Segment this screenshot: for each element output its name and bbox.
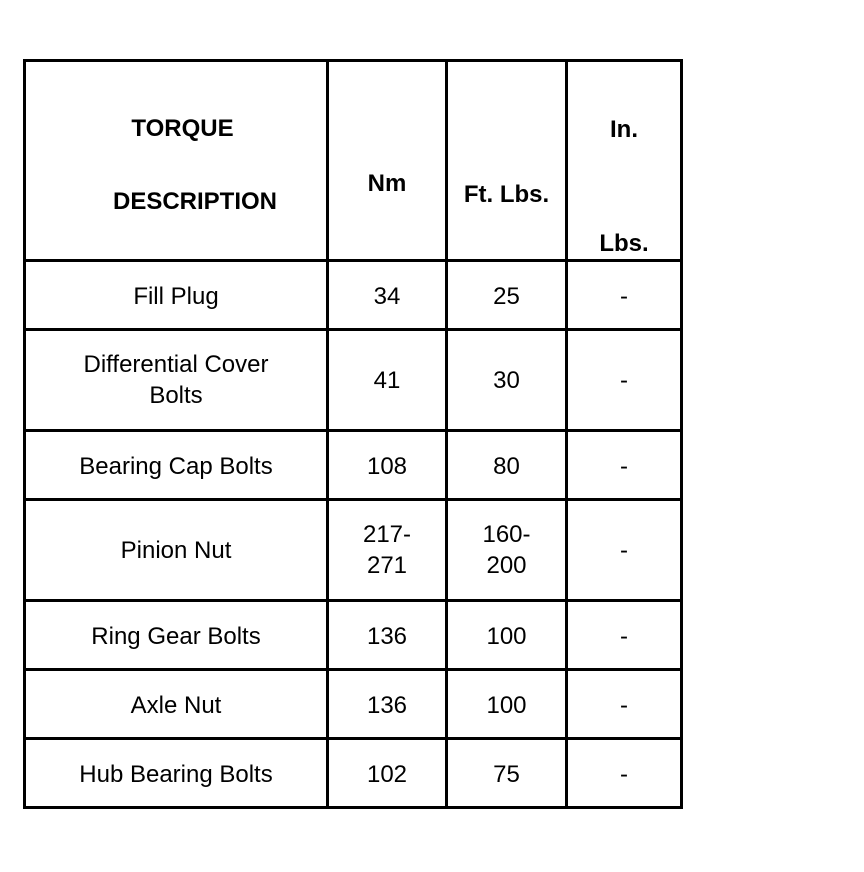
header-nm-label: Nm — [367, 170, 407, 197]
description-cell: Ring Gear Bolts — [25, 601, 328, 670]
in-lbs-cell: - — [567, 330, 682, 431]
table-row — [25, 670, 682, 739]
header-ft-lbs-label: Ft. Lbs. — [463, 181, 550, 208]
ft-lbs-cell: 75 — [447, 739, 567, 808]
description-cell: Axle Nut — [25, 670, 328, 739]
in-lbs-cell: - — [567, 261, 682, 330]
description-cell: Pinion Nut — [25, 500, 328, 601]
header-description-label: DESCRIPTION — [112, 187, 277, 215]
nm-cell: 217- 271 — [328, 500, 447, 601]
ft-lbs-cell: 80 — [447, 431, 567, 500]
table-row — [25, 500, 682, 601]
table-header-row — [25, 61, 682, 261]
table-row — [25, 261, 682, 330]
ft-lbs-cell: 100 — [447, 670, 567, 739]
description-cell: Fill Plug — [25, 261, 328, 330]
in-lbs-cell: - — [567, 670, 682, 739]
in-lbs-cell: - — [567, 739, 682, 808]
in-lbs-cell: - — [567, 601, 682, 670]
description-cell: Hub Bearing Bolts — [25, 739, 328, 808]
nm-cell: 41 — [328, 330, 447, 431]
description-cell: Bearing Cap Bolts — [25, 431, 328, 500]
header-in-lbs-label — [568, 114, 680, 259]
header-description — [25, 61, 328, 261]
ft-lbs-cell: 30 — [447, 330, 567, 431]
in-lbs-cell: - — [567, 431, 682, 500]
ft-lbs-cell: 25 — [447, 261, 567, 330]
table-row — [25, 739, 682, 808]
nm-cell: 136 — [328, 670, 447, 739]
header-nm — [328, 61, 447, 261]
header-torque-label: TORQUE — [131, 114, 234, 142]
nm-cell: 102 — [328, 739, 447, 808]
nm-cell: 108 — [328, 431, 447, 500]
nm-cell: 136 — [328, 601, 447, 670]
header-ft-lbs — [447, 61, 567, 261]
ft-lbs-cell: 160- 200 — [447, 500, 567, 601]
header-in-lbs-line2: Lbs. — [599, 230, 649, 257]
ft-lbs-cell: 100 — [447, 601, 567, 670]
nm-cell: 34 — [328, 261, 447, 330]
table-row — [25, 431, 682, 500]
header-in-lbs-line1: In. — [610, 116, 638, 143]
in-lbs-cell: - — [567, 500, 682, 601]
table-row — [25, 601, 682, 670]
table-row — [25, 330, 682, 431]
header-in-lbs — [567, 61, 682, 261]
description-cell: Differential Cover Bolts — [25, 330, 328, 431]
torque-spec-table — [23, 59, 683, 809]
